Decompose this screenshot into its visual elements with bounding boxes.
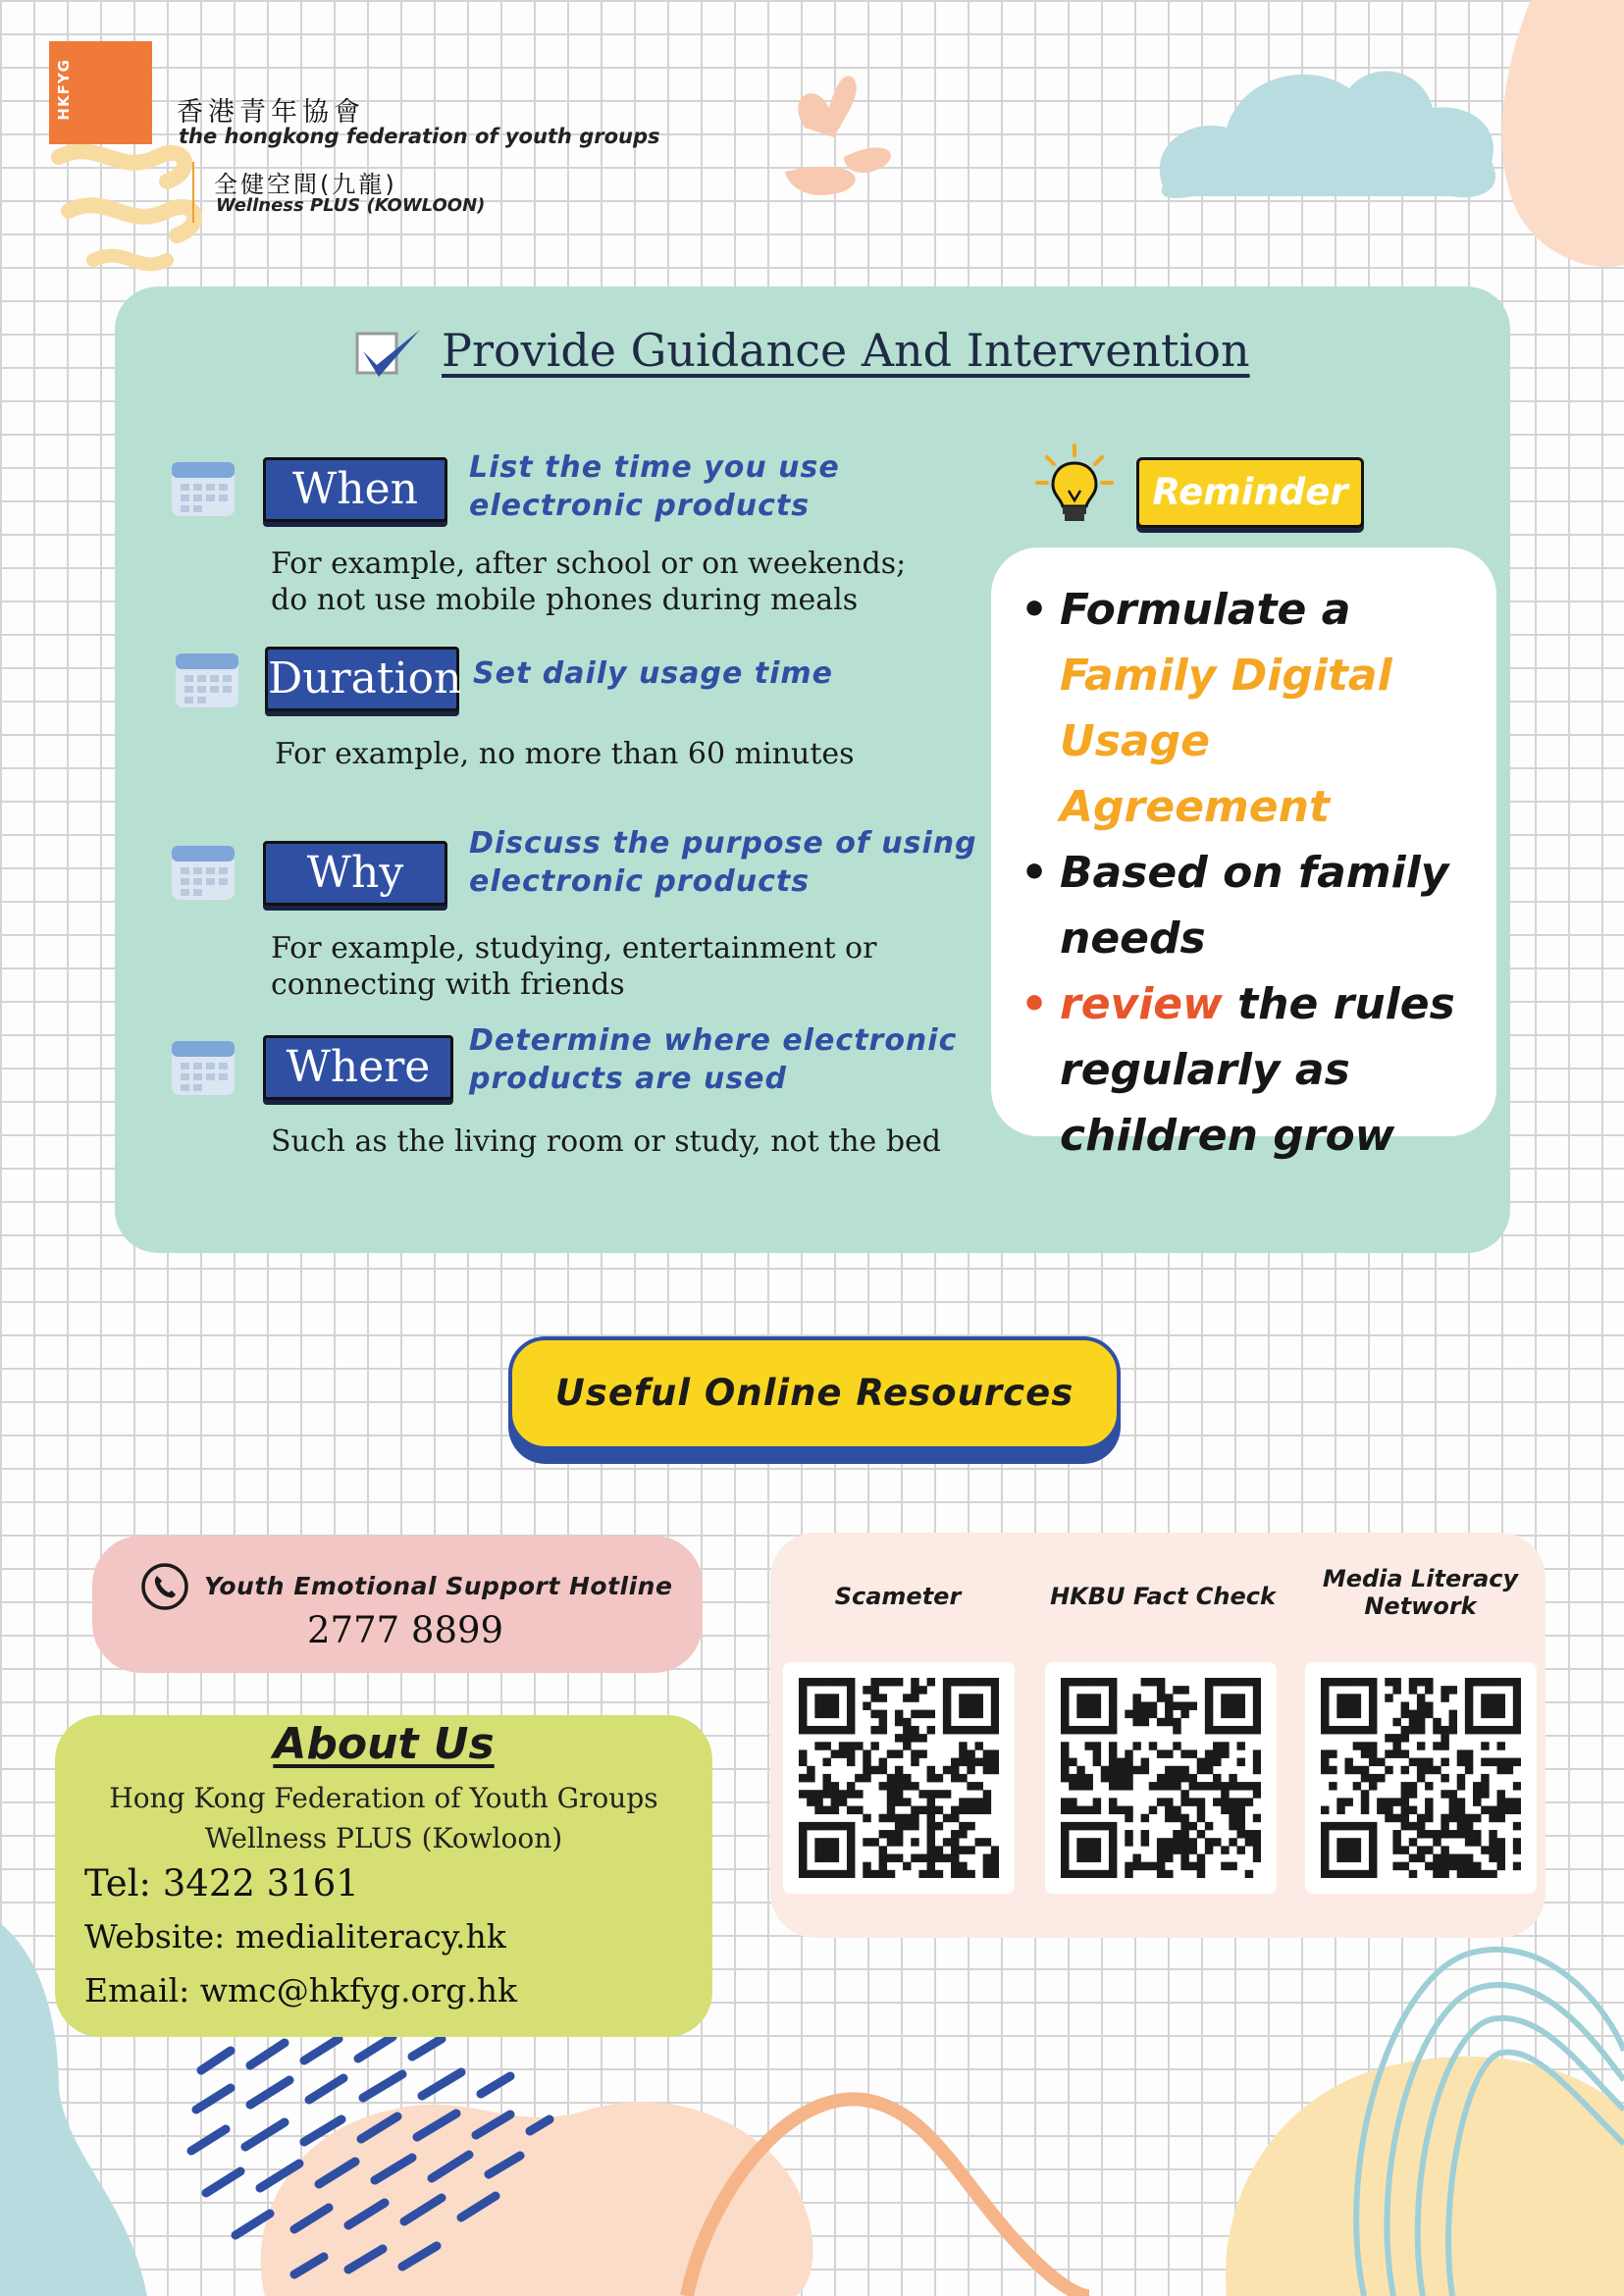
duration-example: For example, no more than 60 minutes xyxy=(275,737,855,771)
org-name-chinese: 香港青年協會 xyxy=(177,97,365,128)
qr-code-pattern xyxy=(1061,1678,1261,1878)
checkbox-check-icon xyxy=(355,324,424,381)
qr-label-scameter: Scameter xyxy=(834,1583,962,1610)
tag-duration: Duration xyxy=(265,647,459,711)
logo-letters: HKFYG xyxy=(55,59,73,121)
qr-label-media-literacy: Media Literacy Network xyxy=(1322,1565,1519,1620)
qr-code-pattern xyxy=(799,1678,999,1878)
duration-hint: Set daily usage time xyxy=(473,656,833,691)
reminder-list xyxy=(1021,577,1492,1169)
unit-name-chinese: 全健空間(九龍) xyxy=(214,171,397,198)
about-email[interactable]: Email: wmc@hkfyg.org.hk xyxy=(84,1971,518,2009)
unit-name-english: Wellness PLUS (KOWLOON) xyxy=(216,195,486,216)
tag-why: Why xyxy=(263,841,447,906)
why-hint: Discuss the purpose of using electronic products xyxy=(469,826,977,899)
header-divider xyxy=(192,162,194,223)
where-example: Such as the living room or study, not the bed xyxy=(271,1124,942,1159)
calendar-icon xyxy=(171,1035,236,1096)
reminder-point: • Based on family needs xyxy=(1021,840,1492,971)
hotline-number[interactable]: 2777 8899 xyxy=(307,1609,504,1651)
qr-code-media-literacy[interactable] xyxy=(1305,1662,1537,1894)
about-website[interactable]: Website: medialiteracy.hk xyxy=(84,1917,506,1956)
useful-online-resources-button[interactable]: Useful Online Resources xyxy=(508,1336,1121,1450)
hotline-label: Youth Emotional Support Hotline xyxy=(204,1572,673,1600)
qr-code-hkbu[interactable] xyxy=(1045,1662,1277,1894)
reminder-point: • Formulate a Family Digital Usage Agreement xyxy=(1021,577,1492,840)
reminder-point: • review the rules regularly as children grow xyxy=(1021,971,1492,1169)
qr-code-scameter[interactable] xyxy=(783,1662,1015,1894)
calendar-icon xyxy=(171,840,236,901)
about-org-line: Wellness PLUS (Kowloon) xyxy=(204,1822,563,1854)
calendar-icon xyxy=(171,456,236,517)
where-hint: Determine where electronic products are used xyxy=(469,1023,958,1096)
why-example: For example, studying, entertainment or connecting with friends xyxy=(271,931,877,1002)
guidance-title: Provide Guidance And Intervention xyxy=(442,324,1250,377)
calendar-icon xyxy=(175,648,239,708)
when-hint: List the time you use electronic products xyxy=(469,450,840,523)
phone-icon xyxy=(140,1562,189,1611)
qr-code-pattern xyxy=(1321,1678,1521,1878)
tag-when: When xyxy=(263,457,447,522)
when-example: For example, after school or on weekends; do not use mobile phones during meals xyxy=(271,547,907,617)
about-org-line: Hong Kong Federation of Youth Groups xyxy=(109,1782,658,1814)
qr-label-hkbu: HKBU Fact Check xyxy=(1050,1583,1276,1610)
about-title: About Us xyxy=(273,1719,495,1769)
lightbulb-icon xyxy=(1035,442,1114,530)
reminder-tag: Reminder xyxy=(1136,457,1364,528)
org-name-english: the hongkong federation of youth groups xyxy=(179,125,660,148)
tag-where: Where xyxy=(263,1035,453,1100)
about-tel[interactable]: Tel: 3422 3161 xyxy=(84,1862,359,1905)
